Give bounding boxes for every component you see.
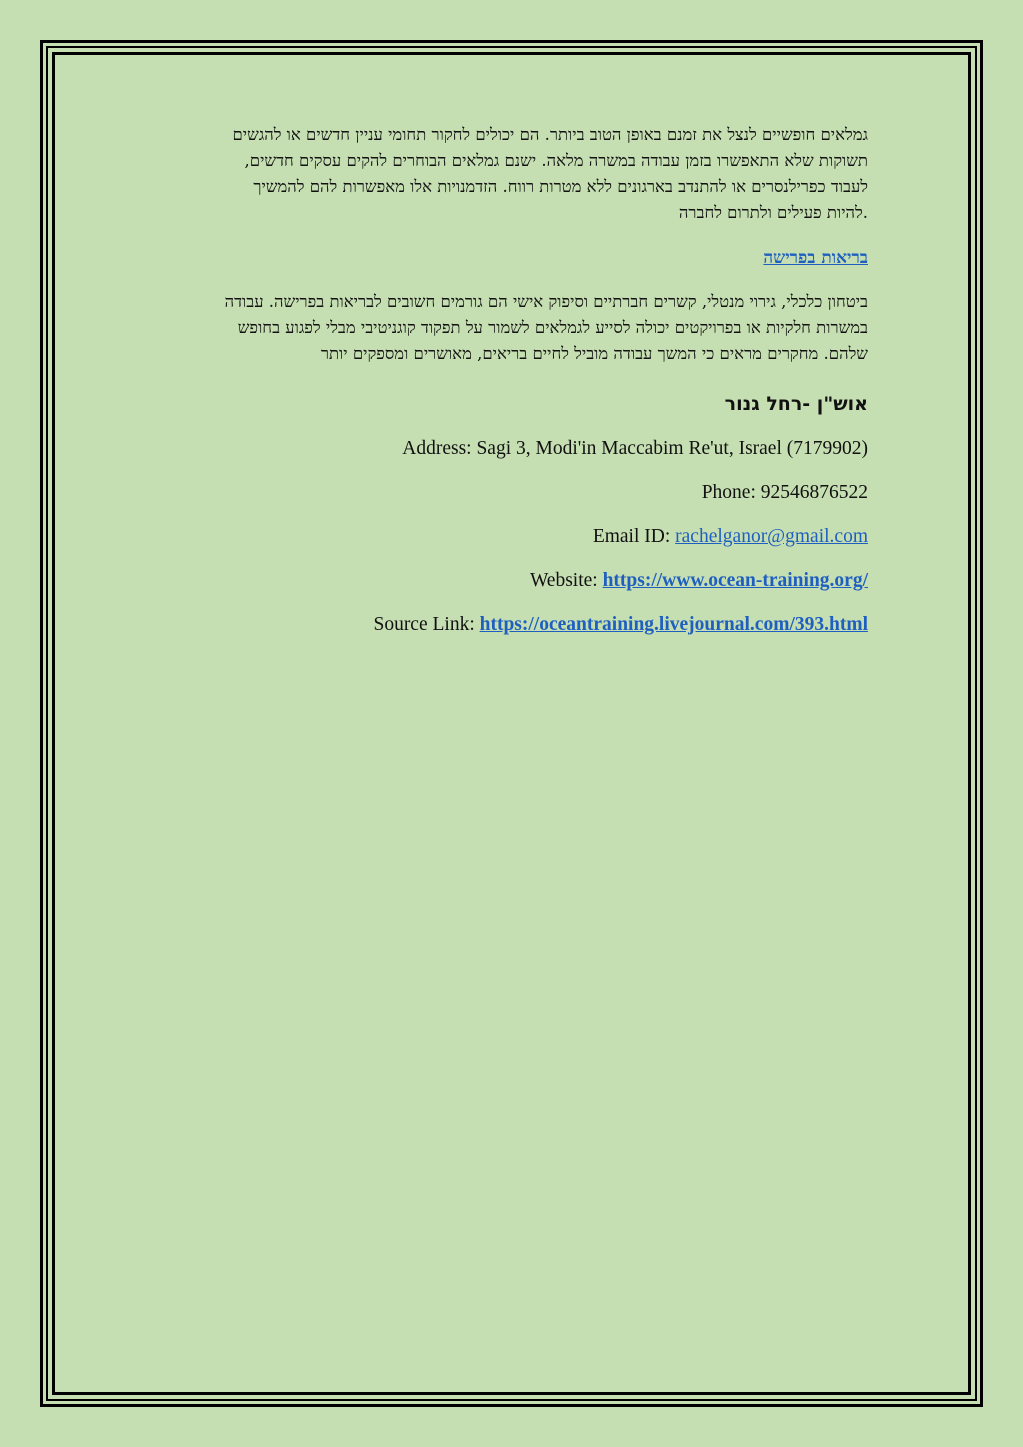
- address-line: [150, 435, 868, 463]
- section-line: ביטחון כלכלי, גירוי מנטלי, קשרים חברתיים וסיפוק אישי הם גורמים חשובים לבריאות בפרישה. עבודה: [224, 292, 868, 311]
- email-line: [150, 523, 868, 551]
- address-value: Sagi 3, Modi'in Maccabim Re'ut, Israel (7179902): [476, 438, 868, 459]
- author-name: אוש"ן -רחל גנור: [724, 393, 868, 415]
- source-link[interactable]: https://oceantraining.livejournal.com/393.html: [479, 614, 868, 635]
- intro-line: תשוקות שלא התאפשרו בזמן עבודה במשרה מלאה. ישנם גמלאים הבוחרים להקים עסקים חדשים,: [244, 151, 868, 170]
- website-line: [150, 567, 868, 595]
- phone-line: [150, 479, 868, 507]
- intro-paragraph: [150, 122, 868, 226]
- section-paragraph: [150, 289, 868, 367]
- website-label: Website:: [529, 570, 598, 591]
- section-heading: [150, 245, 868, 271]
- website-link[interactable]: https://www.ocean-training.org/: [602, 570, 868, 591]
- section-line: במשרות חלקיות או בפרויקטים יכולה לסייע לגמלאים לשמור על תפקוד קוגניטיבי מבלי לפגוע בחופש: [237, 318, 868, 337]
- email-link[interactable]: rachelganor@gmail.com: [675, 526, 868, 547]
- phone-value: 92546876522: [760, 482, 868, 503]
- source-label: Source Link:: [373, 614, 475, 635]
- section-line: שלהם. מחקרים מראים כי המשך עבודה מוביל לחיים בריאים, מאושרים ומספקים יותר: [320, 344, 868, 363]
- address-label: Address:: [402, 438, 472, 459]
- phone-label: Phone:: [701, 482, 756, 503]
- document-content: [150, 122, 868, 639]
- email-label: Email ID:: [592, 526, 671, 547]
- intro-line: לעבוד כפרילנסרים או להתנדב בארגונים ללא מטרות רווח. הזדמנויות אלו מאפשרות להם להמשיך: [253, 177, 868, 196]
- section-heading-link[interactable]: בריאות בפרישה: [763, 248, 868, 268]
- intro-line: גמלאים חופשיים לנצל את זמנם באופן הטוב ביותר. הם יכולים לחקור תחומי עניין חדשים או להגשים: [232, 125, 868, 144]
- source-line: [150, 611, 868, 639]
- intro-line: .להיות פעילים ולתרום לחברה: [678, 203, 868, 222]
